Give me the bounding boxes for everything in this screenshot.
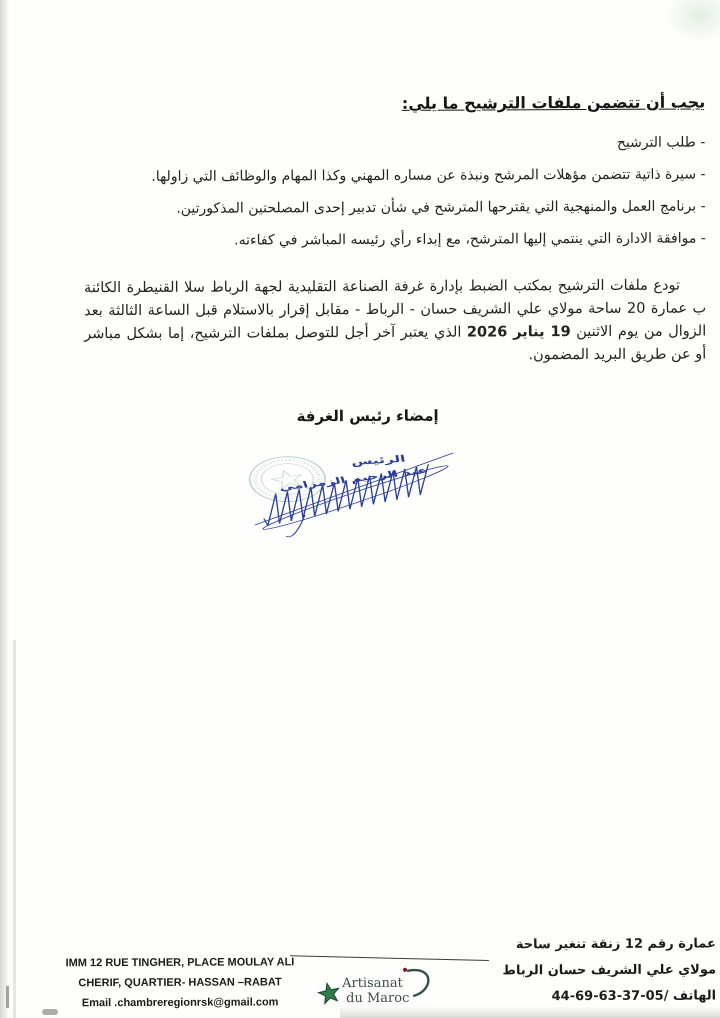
handwritten-signature xyxy=(255,453,453,537)
requirements-heading: يجب أن تتضمن ملفات الترشيح ما يلي: xyxy=(401,92,706,113)
signature-name-handwritten: عبد الرحيم الزمزامي xyxy=(277,465,429,493)
address-line: CHERIF, QUARTIER- HASSAN –RABAT xyxy=(78,976,282,990)
logo-text-line2: du Maroc xyxy=(346,990,410,1007)
requirement-item: - برنامج العمل والمنهجية التي يقترحها المترشح في شأن تدبير إحدى المصلحتين المذكورتين. xyxy=(176,198,706,217)
requirement-item: - موافقة الادارة التي ينتمي إليها المترشح، مع إبداء رأي رئيسه المباشر في كفاءته. xyxy=(234,230,706,249)
logo-text-line1: Artisanat xyxy=(342,975,403,992)
address-line: مولاي علي الشريف حسان الرباط xyxy=(502,962,717,979)
signature-area xyxy=(235,447,616,709)
artisanat-star-icon xyxy=(317,981,341,1004)
paragraph-text: تودع ملفات الترشيح بمكتب الضبط بإدارة غرفة الصناعة التقليدية لجهة الرباط سلا القنيطرة الكائنة ب عمارة 20 ساحة مولاي علي الشريف حسان - الرباط - مقابل إقرار بالاستلام قبل الساعة الثالثة بعد الزوال من يوم الاثنين xyxy=(83,277,707,341)
logo-dot-icon xyxy=(403,968,407,972)
address-line: IMM 12 RUE TINGHER, PLACE MOULAY ALI xyxy=(65,956,295,970)
logo-swoosh-icon xyxy=(408,970,428,996)
letter-body xyxy=(83,92,706,369)
signature-title-handwritten: الرئيس xyxy=(350,452,407,468)
email-line: Email .chambreregionrsk@gmail.com xyxy=(81,996,279,1010)
requirement-item: - طلب الترشيح xyxy=(616,134,706,151)
deadline-date: 19 يناير 2026 xyxy=(466,324,571,341)
submission-paragraph xyxy=(84,274,706,369)
phone-line: الهاتف /05-37-63-69-44 xyxy=(551,988,717,1005)
signature-caption: إمضاء رئيس الغرفة xyxy=(296,406,439,426)
signature-tail-stroke xyxy=(286,515,305,537)
requirement-item: - سيرة ذاتية تتضمن مؤهلات المرشح ونبذة عن مساره المهني وكذا المهام والوظائف التي زاولها. xyxy=(151,166,706,185)
paragraph-text: الذي يعتبر آخر أجل للتوصل بملفات الترشيح، إما بشكل مباشر أو عن طريق البريد المضمون. xyxy=(84,324,707,364)
footer-address-ar xyxy=(472,931,716,1010)
address-line: عمارة رقم 12 زنقة تنغير ساحة xyxy=(515,936,716,953)
footer-address-fr xyxy=(42,952,318,1013)
footer-logo xyxy=(302,960,442,1016)
